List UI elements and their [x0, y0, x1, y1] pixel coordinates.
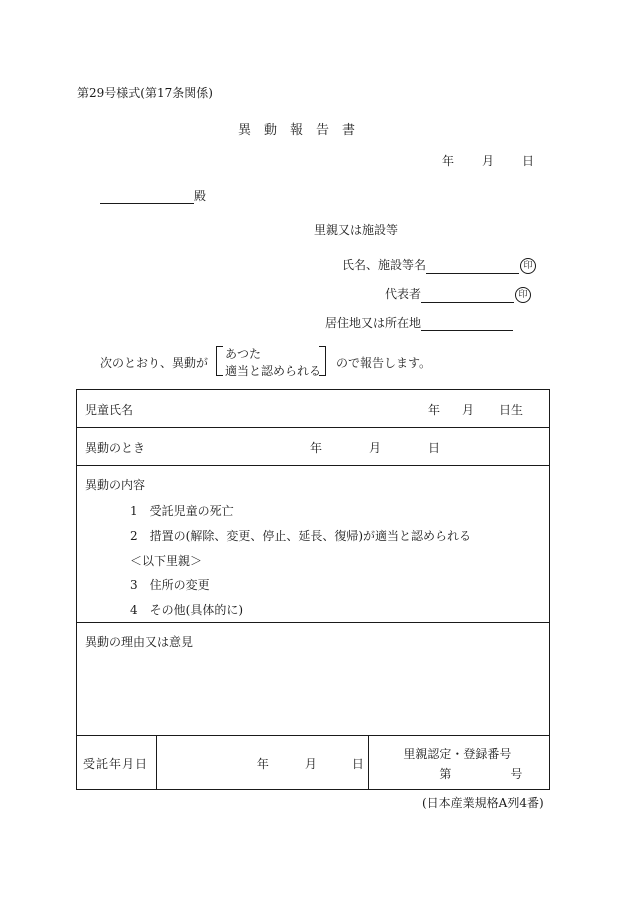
document-title: 異 動 報 告 書: [238, 123, 356, 138]
report-date-year: 年: [442, 154, 455, 168]
birth-day: 日生: [499, 403, 524, 417]
change-month: 月: [369, 441, 382, 455]
registration-label: 里親認定・登録番号: [403, 747, 512, 761]
change-time-label: 異動のとき: [85, 441, 146, 455]
consign-date-cell[interactable]: [156, 736, 369, 790]
report-date: [442, 152, 534, 169]
address-blank[interactable]: [421, 316, 513, 331]
form-number: 第29号様式(第17条関係): [77, 86, 213, 100]
report-date-day: 日: [522, 154, 535, 168]
registration-go: 号: [510, 767, 523, 781]
seal-icon: 印: [520, 258, 536, 274]
reason-label: 異動の理由又は意見: [85, 635, 194, 649]
registration-dai: 第: [439, 767, 452, 781]
representative-row: [385, 285, 531, 303]
consign-day: 日: [351, 757, 364, 771]
consign-label-cell: [77, 736, 157, 790]
report-table: [76, 389, 550, 790]
statement-option-2: 適当と認められる: [225, 364, 322, 378]
content-item-1: 1 受託児童の死亡: [130, 504, 234, 518]
reporter-name-blank[interactable]: [426, 259, 519, 274]
reason-row: [77, 623, 550, 736]
registration-cell[interactable]: [369, 736, 550, 790]
change-year: 年: [310, 441, 323, 455]
reporter-group-label: 里親又は施設等: [314, 223, 399, 237]
change-day: 日: [428, 441, 441, 455]
consign-year: 年: [256, 757, 269, 771]
content-item-2: 2 措置の(解除、変更、停止、延長、復帰)が適当と認められる: [130, 529, 472, 543]
paper-size-note: (日本産業規格A列4番): [422, 796, 544, 810]
content-label: 異動の内容: [85, 478, 146, 492]
child-name-row: [77, 390, 550, 428]
addressee: [100, 187, 206, 204]
change-time-row: [77, 428, 550, 466]
representative-label: 代表者: [385, 287, 422, 301]
content-item-3: 3 住所の変更: [130, 578, 210, 592]
statement-suffix: ので報告します。: [336, 356, 432, 370]
content-item-4: 4 その他(具体的に): [130, 603, 243, 617]
reporter-name-label: 氏名、施設等名: [342, 258, 427, 272]
consign-date-label: 受託年月日: [83, 757, 149, 771]
representative-blank[interactable]: [421, 288, 514, 303]
statement-prefix: 次のとおり、異動が: [100, 356, 209, 370]
bracket-right: [319, 346, 326, 376]
addressee-suffix: 殿: [194, 189, 207, 203]
address-row: [325, 314, 513, 331]
addressee-blank[interactable]: [100, 189, 194, 204]
address-label: 居住地又は所在地: [325, 316, 422, 330]
child-name-label: 児童氏名: [85, 403, 134, 417]
change-time-cell[interactable]: [77, 428, 550, 466]
report-date-month: 月: [482, 154, 495, 168]
seal-icon: 印: [515, 287, 531, 303]
consign-month: 月: [304, 757, 317, 771]
statement-option-1: あつた: [225, 347, 262, 361]
birth-month: 月: [462, 403, 475, 417]
bracket-left: [216, 346, 223, 376]
reporter-name-row: [342, 256, 536, 274]
birth-year: 年: [428, 403, 441, 417]
child-name-cell[interactable]: [77, 390, 550, 428]
consign-row: [77, 736, 550, 790]
content-cell[interactable]: [77, 466, 550, 623]
reason-cell[interactable]: [77, 623, 550, 736]
content-row: [77, 466, 550, 623]
content-item-foster-heading: ＜以下里親＞: [130, 554, 203, 568]
